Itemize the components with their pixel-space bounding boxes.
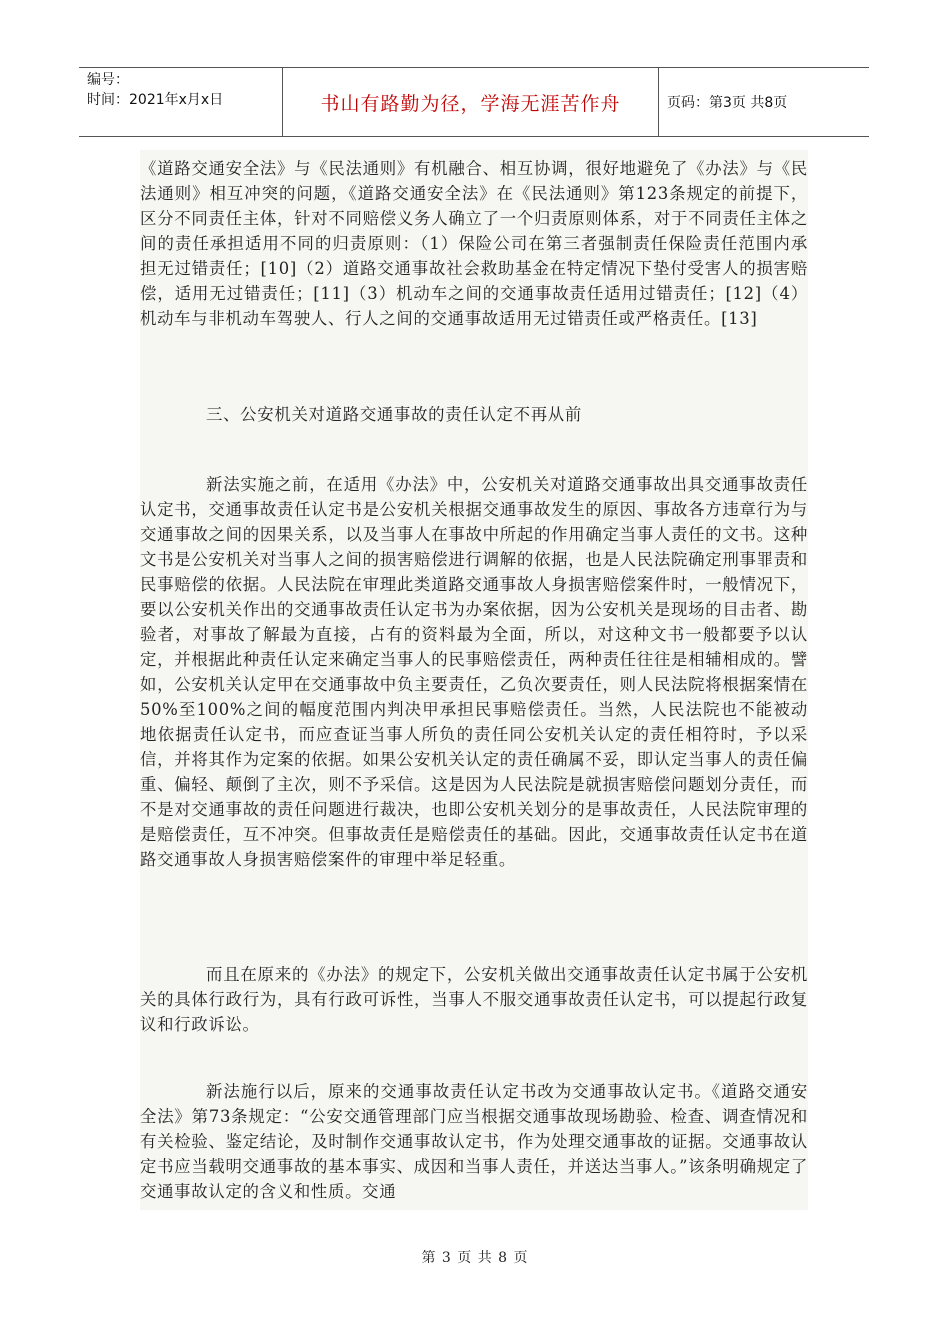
document-header (79, 67, 869, 137)
paragraph-1: 《道路交通安全法》与《民法通则》有机融合、相互协调，很好地避免了《办法》与《民法通则》相互冲突的问题，《道路交通安全法》在《民法通则》第123条规定的前提下，区分不同责任主体，针对不同赔偿义务人确立了一个归责原则体系，对于不同责任主体之间的责任承担适用不同的归责原则：（1）保险公司在第三者强制责任保险责任范围内承担无过错责任；[10]（2）道路交通事故社会救助基金在特定情况下垫付受害人的损害赔偿，适用无过错责任；[11]（3）机动车之间的交通事故责任适用过错责任；[12]（4）机动车与非机动车驾驶人、行人之间的交通事故适用无过错责任或严格责任。[13] (140, 159, 808, 328)
section-heading: 三、公安机关对道路交通事故的责任认定不再从前 (206, 405, 582, 424)
header-page-label: 页码：第3页 共8页 (667, 95, 788, 111)
document-body (140, 150, 808, 1210)
paragraph-2: 新法实施之前，在适用《办法》中，公安机关对道路交通事故出具交通事故责任认定书，交通事故责任认定书是公安机关根据交通事故发生的原因、事故各方违章行为与交通事故之间的因果关系，以及当事人在事故中所起的作用确定当事人责任的文书。这种文书是公安机关对当事人之间的损害赔偿进行调解的依据，也是人民法院确定刑事罪责和民事赔偿的依据。人民法院在审理此类道路交通事故人身损害赔偿案件时，一般情况下，要以公安机关作出的交通事故责任认定书为办案依据，因为公安机关是现场的目击者、勘验者，对事故了解最为直接，占有的资料最为全面，所以，对这种文书一般都要予以认定，并根据此种责任认定来确定当事人的民事赔偿责任，两种责任往往是相辅相成的。譬如，公安机关认定甲在交通事故中负主要责任，乙负次要责任，则人民法院将根据案情在50%至100%之间的幅度范围内判决甲承担民事赔偿责任。当然，人民法院也不能被动地依据责任认定书，而应查证当事人所负的责任同公安机关认定的责任相符时，予以采信，并将其作为定案的依据。如果公安机关认定的责任确属不妥，即认定当事人的责任偏重、偏轻、颠倒了主次，则不予采信。这是因为人民法院是就损害赔偿问题划分责任，而不是对交通事故的责任问题进行裁决，也即公安机关划分的是事故责任，人民法院审理的是赔偿责任，互不冲突。但事故责任是赔偿责任的基础。因此，交通事故责任认定书在道路交通事故人身损害赔偿案件的审理中举足轻重。 (140, 475, 808, 869)
header-meta (79, 68, 283, 136)
header-motto: 书山有路勤为径，学海无涯苦作舟 (283, 68, 659, 136)
doc-time-label: 时间：2021年x月x日 (87, 92, 224, 108)
doc-number-label: 编号： (87, 72, 129, 88)
paragraph-3: 而且在原来的《办法》的规定下，公安机关做出交通事故责任认定书属于公安机关的具体行政行为，具有行政可诉性，当事人不服交通事故责任认定书，可以提起行政复议和行政诉讼。 (140, 965, 808, 1034)
paragraph-4: 新法施行以后，原来的交通事故责任认定书改为交通事故认定书。《道路交通安全法》第73条规定：“公安交通管理部门应当根据交通事故现场勘验、检查、调查情况和有关检验、鉴定结论，及时制作交通事故认定书，作为处理交通事故的证据。交通事故认定书应当载明交通事故的基本事实、成因和当事人责任，并送达当事人。”该条明确规定了交通事故认定的含义和性质。交通 (140, 1082, 808, 1201)
page-footer: 第 3 页 共 8 页 (421, 1250, 529, 1266)
